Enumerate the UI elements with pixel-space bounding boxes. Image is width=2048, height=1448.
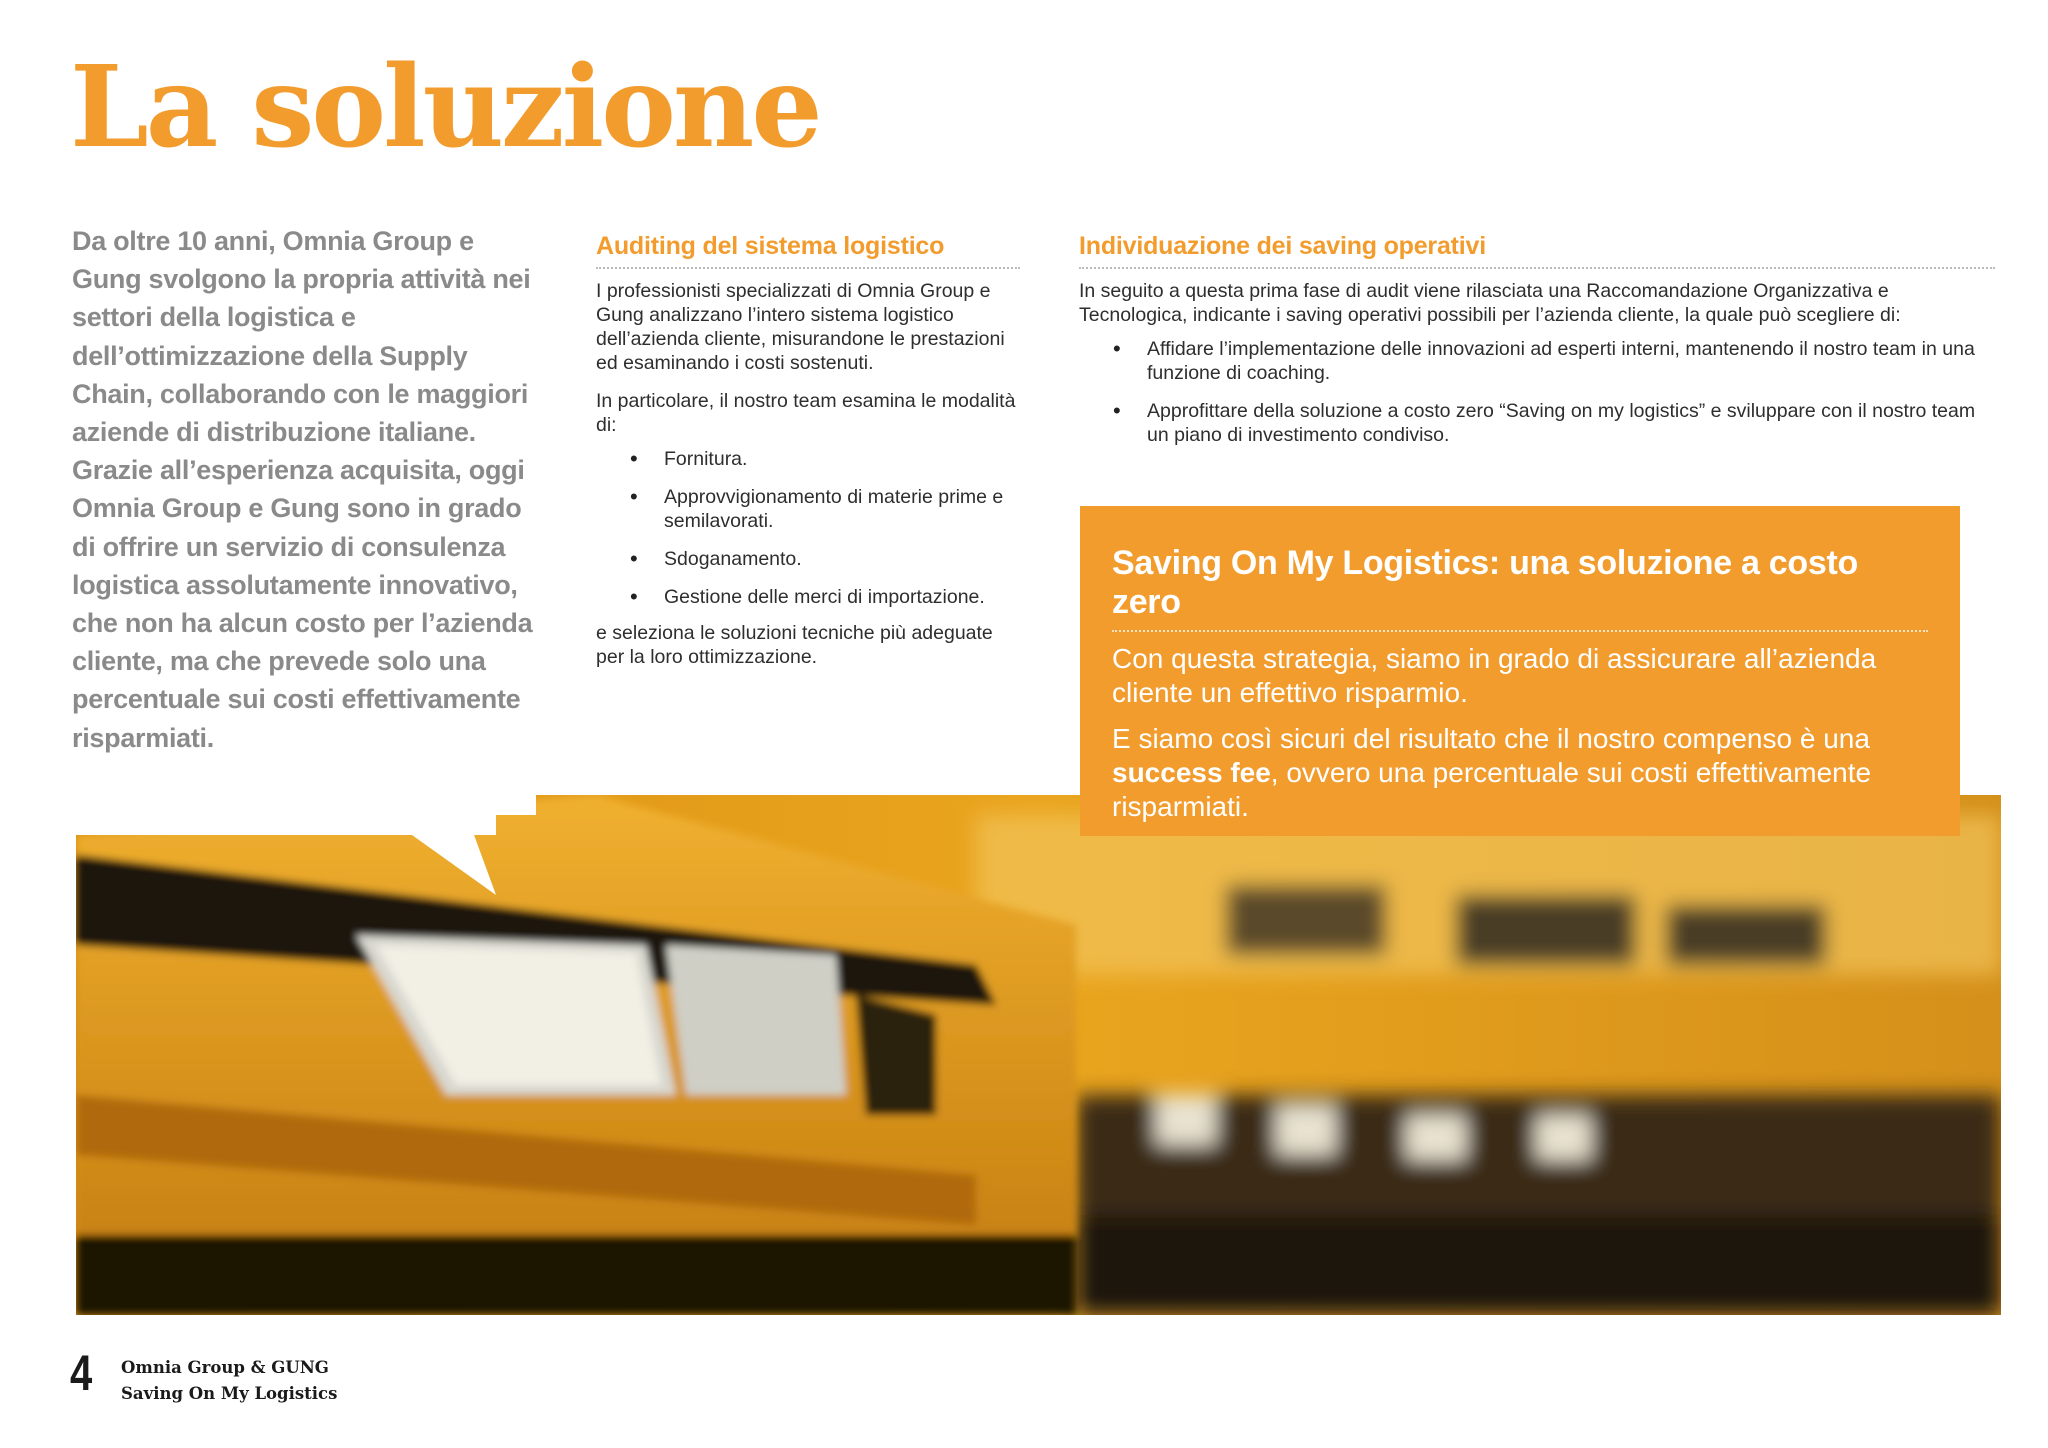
- auditing-heading: Auditing del sistema logistico: [596, 232, 1020, 269]
- speech-bubble-tail: [76, 795, 536, 915]
- footer-line-1: Omnia Group & GUNG: [121, 1358, 329, 1377]
- callout-text-after: , ovvero una percentuale sui costi effettivamente risparmiati.: [1112, 757, 1872, 822]
- callout-paragraph-2: [1112, 722, 1928, 824]
- auditing-paragraph-3: e seleziona le soluzioni tecniche più adeguate per la loro ottimizzazione.: [596, 622, 993, 668]
- callout-text-before: E siamo così sicuri del risultato che il nostro compenso è una: [1112, 723, 1870, 754]
- saving-heading: Individuazione dei saving operativi: [1079, 232, 1995, 269]
- list-item: • Sdoganamento.: [664, 547, 1020, 571]
- list-item: • Gestione delle merci di importazione.: [664, 585, 1020, 609]
- auditing-paragraph-1: I professionisti specializzati di Omnia Group e Gung analizzano l’intero sistema logistico dell’azienda cliente, misurandone le prestazioni ed esaminando i costi sostenuti.: [596, 280, 1005, 374]
- success-fee-emphasis: success fee: [1112, 757, 1271, 788]
- intro-text: Da oltre 10 anni, Omnia Group e Gung svolgono la propria attività nei settori della logistica e dell’ottimizzazione della Supply Chain, collaborando con le maggiori aziende di distribuzione italiane. Grazie all’esperienza acquisita, oggi Omnia Group e Gung sono in grado di offrire un servizio di consulenza logistica assolutamente innovativo, che non ha alcun costo per l’azienda cliente, ma che prevede solo una percentuale sui costi effettivamente risparmiati.: [72, 226, 533, 753]
- auditing-section: [596, 232, 1020, 669]
- callout-paragraph-1: Con questa strategia, siamo in grado di assicurare all’azienda cliente un effettivo risparmio.: [1112, 643, 1877, 708]
- list-item: • Fornitura.: [664, 447, 1020, 471]
- page-title: La soluzione: [70, 42, 820, 173]
- callout-heading: Saving On My Logistics: una soluzione a costo zero: [1112, 544, 1928, 632]
- auditing-list: [596, 447, 1020, 609]
- list-item: • Affidare l’implementazione delle innovazioni ad esperti interni, mantenendo il nostro team in una funzione di coaching.: [1147, 337, 1995, 385]
- saving-list: [1079, 337, 1995, 447]
- auditing-paragraph-2: In particolare, il nostro team esamina le modalità di:: [596, 390, 1016, 436]
- saving-paragraph-1: In seguito a questa prima fase di audit viene rilasciata una Raccomandazione Organizzativa e Tecnologica, indicante i saving operativi possibili per l’azienda cliente, la quale può scegliere di:: [1079, 280, 1901, 326]
- saving-section: [1079, 232, 1995, 461]
- page-number: 4: [70, 1345, 93, 1401]
- footer-line-2: Saving On My Logistics: [121, 1384, 338, 1403]
- list-item: • Approfittare della soluzione a costo zero “Saving on my logistics” e sviluppare con il nostro team un piano di investimento condiviso.: [1147, 399, 1995, 447]
- vans-photo: [76, 795, 2001, 1315]
- callout-box: [1080, 506, 1960, 836]
- footer-text: [121, 1355, 337, 1407]
- list-item: • Approvvigionamento di materie prime e semilavorati.: [664, 485, 1020, 533]
